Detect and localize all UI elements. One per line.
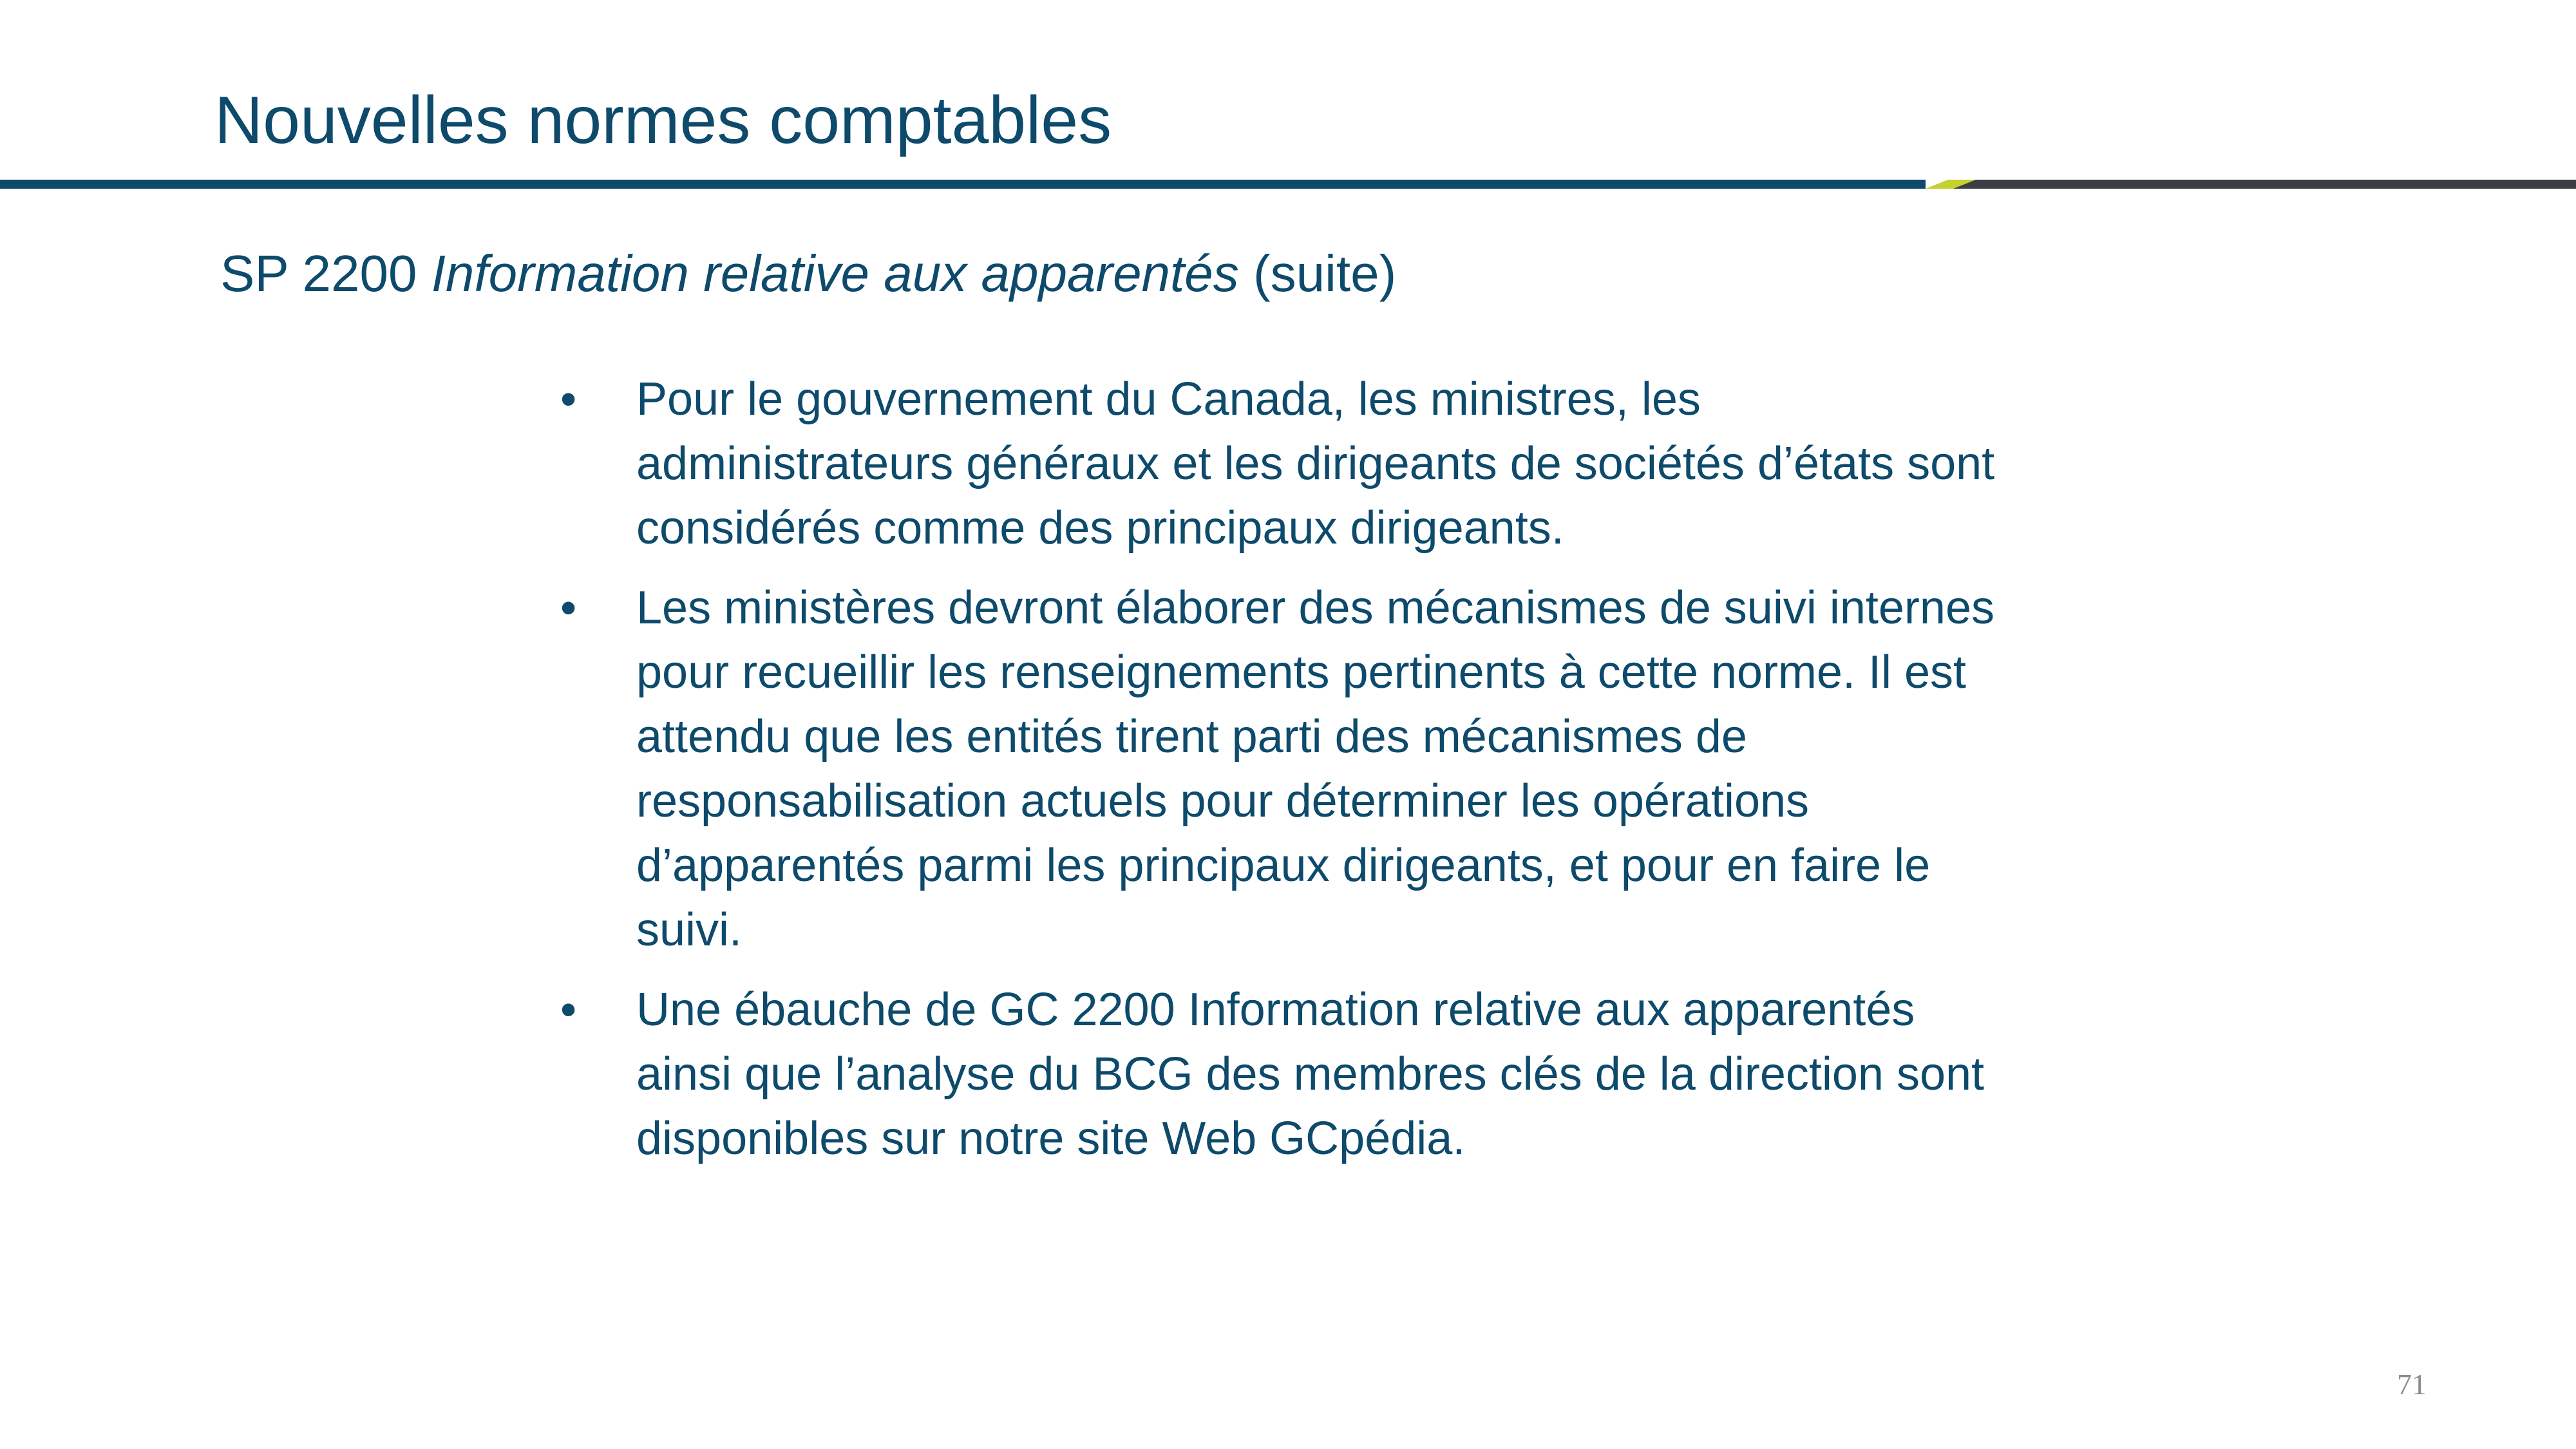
bullet-text: Pour le gouvernement du Canada, les ministres, les administrateurs généraux et les dirigeants de sociétés d’états sont considérés comme des principaux dirigeants. <box>636 374 1995 554</box>
title-rule <box>0 178 2576 191</box>
title-rule-teal-segment <box>0 180 1926 189</box>
bullet-list <box>560 367 2022 1186</box>
subtitle-suffix: (suite) <box>1238 245 1397 302</box>
bullet-item <box>560 367 2022 560</box>
title-rule-charcoal-segment <box>1953 180 2576 189</box>
slide-title: Nouvelles normes comptables <box>214 83 1112 158</box>
bullet-text: Les ministères devront élaborer des mécanismes de suivi internes pour recueillir les renseignements pertinents à cette norme. Il est attendu que les entités tirent parti des mécanismes de responsabilisation actuels pour déterminer les opérations d’apparentés parmi les principaux dirigeants, et pour en faire le suivi. <box>636 582 1994 956</box>
bullet-item <box>560 978 2022 1171</box>
page-number: 71 <box>2397 1368 2427 1401</box>
bullet-dot-icon: • <box>560 582 577 634</box>
bullet-dot-icon: • <box>560 984 577 1036</box>
bullet-item <box>560 576 2022 962</box>
subtitle-prefix: SP 2200 <box>220 245 431 302</box>
bullet-text: Une ébauche de GC 2200 Information relative aux apparentés ainsi que l’analyse du BCG des membres clés de la direction sont disponibles sur notre site Web GCpédia. <box>636 984 1985 1164</box>
slide-subtitle <box>220 242 1396 306</box>
subtitle-italic: Information relative aux apparentés <box>431 245 1239 302</box>
bullet-dot-icon: • <box>560 374 577 425</box>
